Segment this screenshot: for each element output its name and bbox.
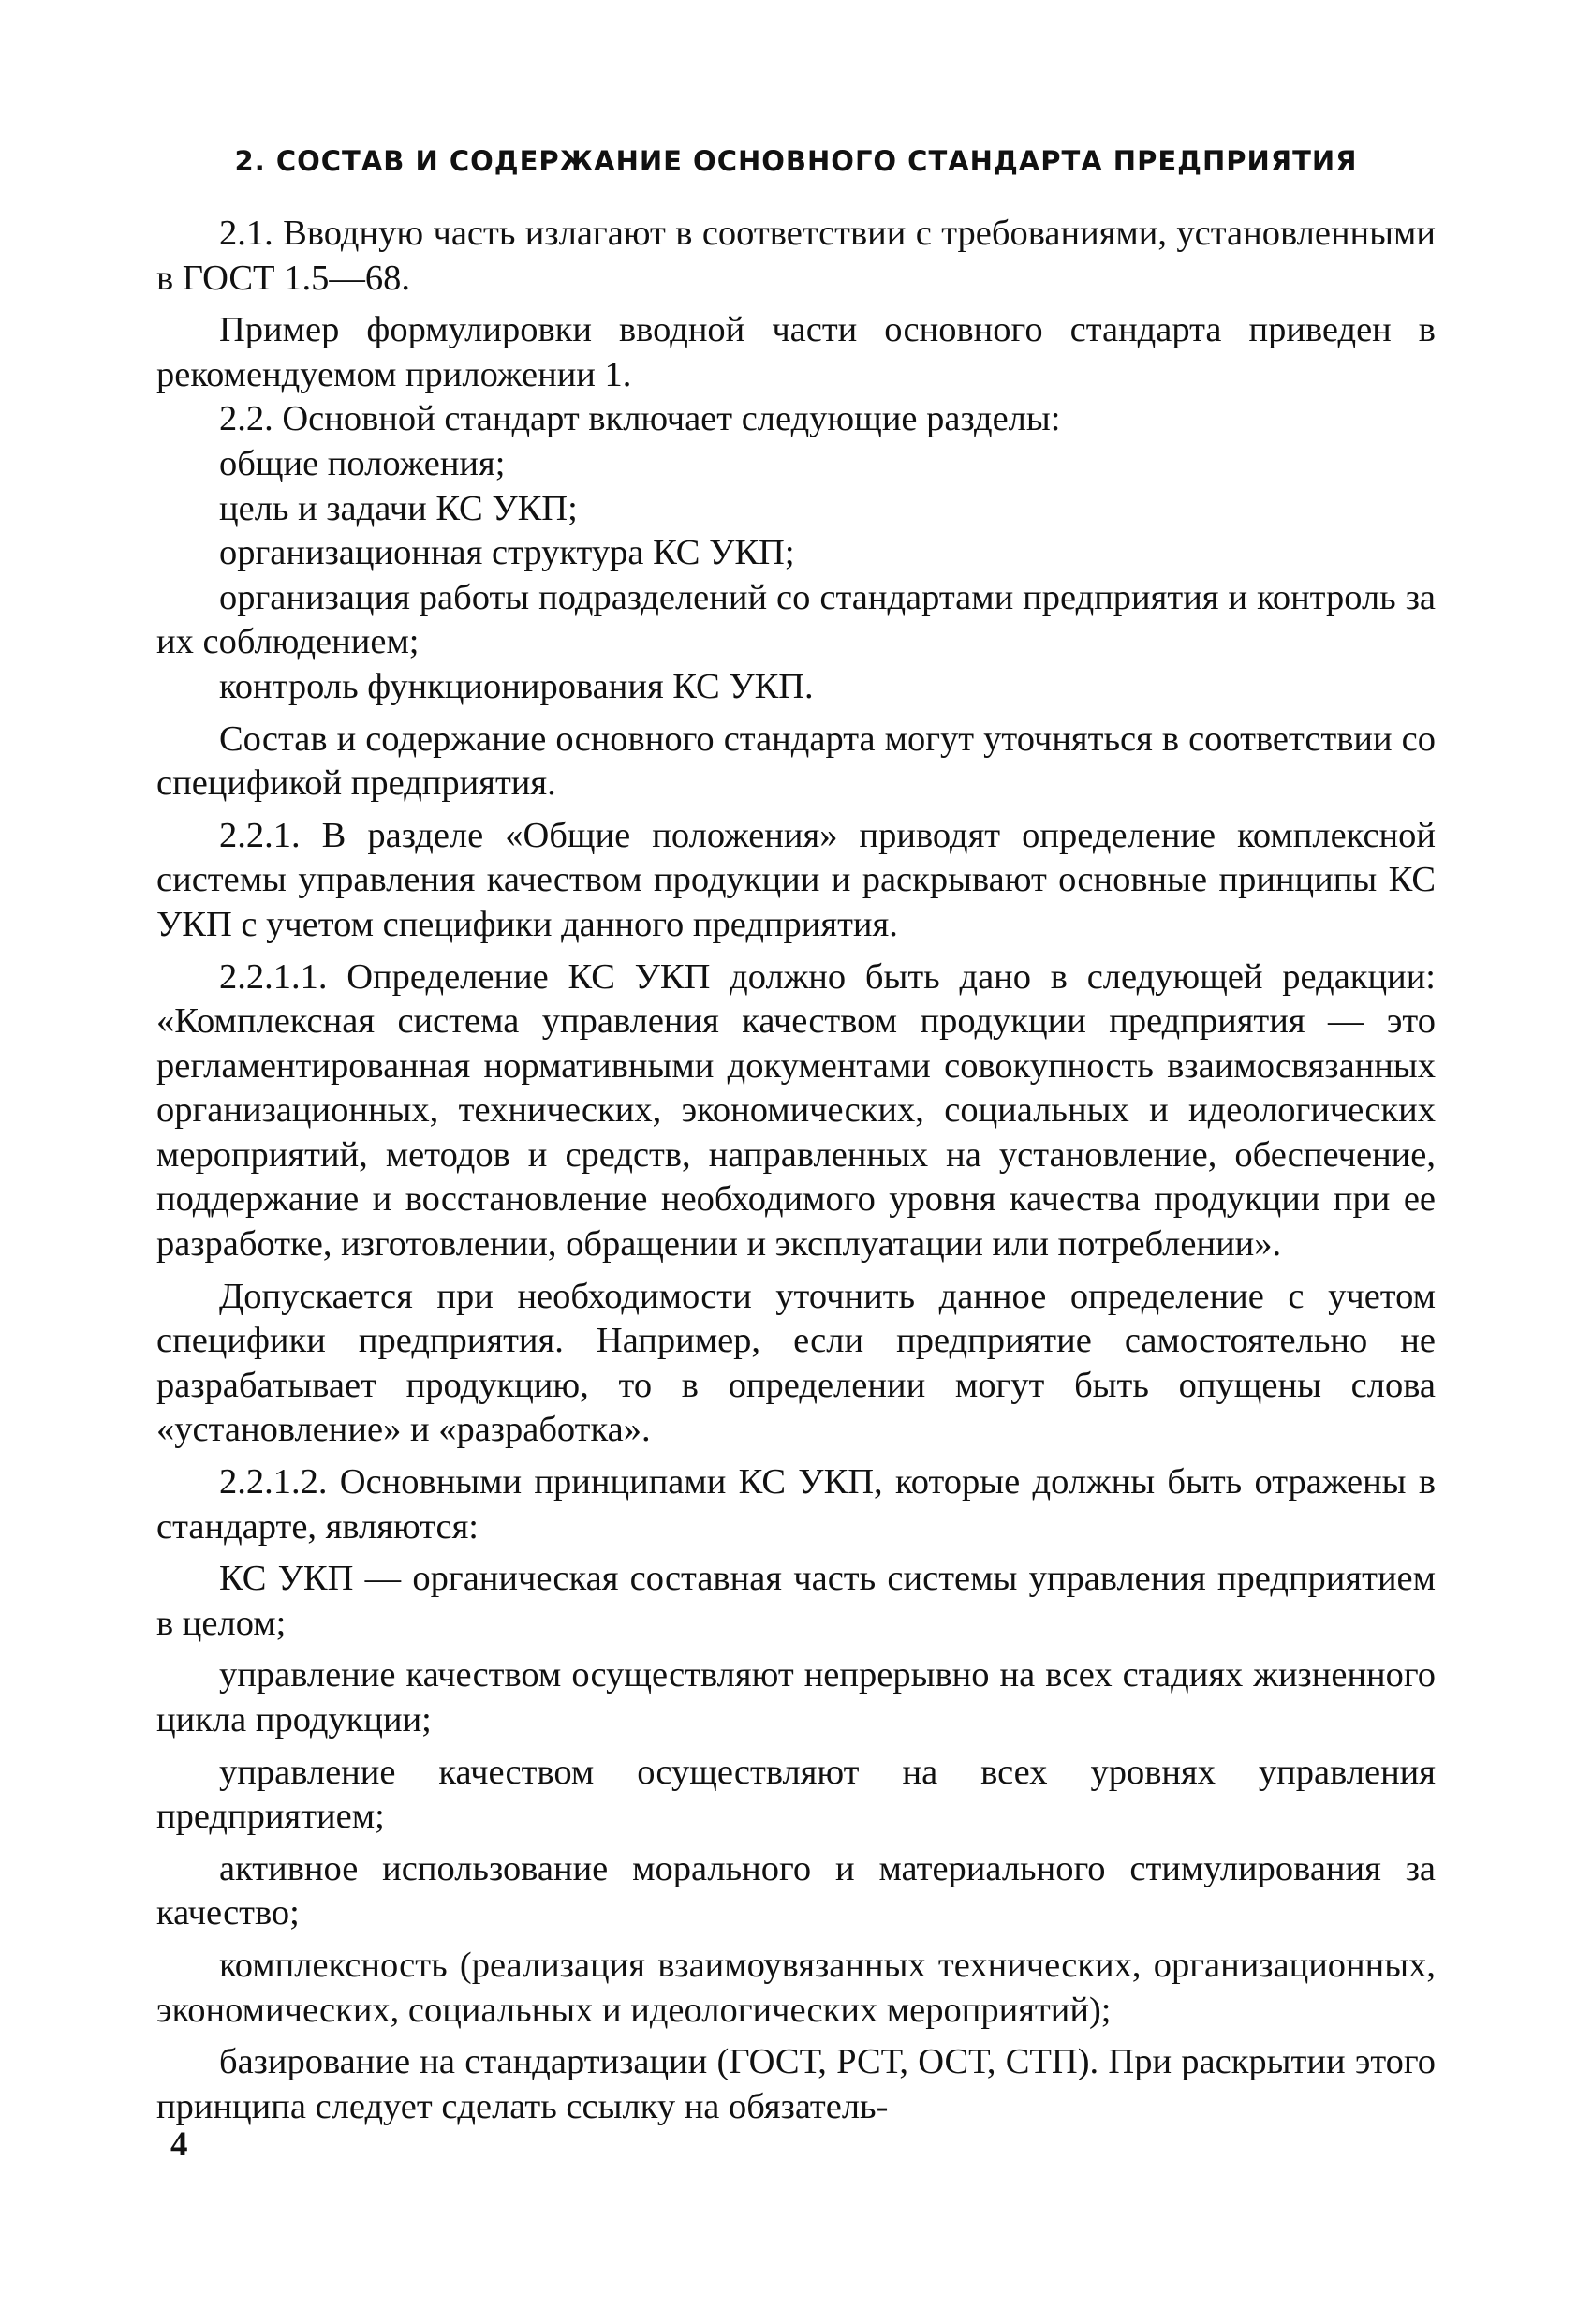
paragraph-composition-note: Состав и содержание основного стандарта могут уточняться в соответствии со спецификой предприятия. <box>156 718 1436 804</box>
principle-item: базирование на стандартизации (ГОСТ, РСТ, ОСТ, СТП). При раскрытии этого принципа следует сделать ссылку на обязатель- <box>156 2042 1436 2126</box>
paragraph-2-2-1: 2.2.1. В разделе «Общие положения» приводят определение комплексной системы управления качеством продукции и раскрывают основные принципы КС УКП с учетом специфики данного предприятия. <box>156 815 1436 944</box>
paragraph-clarification: Допускается при необходимости уточнить данное определение с учетом специфики предприятия. Например, если предприятие самостоятельно не разрабатывает продукцию, то в определении могут быть опущены слова «установление» и «разработка». <box>156 1276 1436 1450</box>
paragraph-2-2-1-1: 2.2.1.1. Определение КС УКП должно быть дано в следующей редакции: «Комплексная система управления качеством продукции предприятия — это регламентированная нормативными документами совокупность взаимосвязанных организационных, технических, экономических, социальных и идеологических мероприятий, методов и средств, направленных на установление, обеспечение, поддержание и восстановление необходимого уровня качества продукции при ее разработке, изготовлении, обращении и эксплуатации или потреблении». <box>156 956 1436 1265</box>
page-number: 4 <box>170 2125 188 2164</box>
list-item: организация работы подразделений со стандартами предприятия и контроль за их соблюдением; <box>156 577 1436 662</box>
paragraph-example-note: Пример формулировки вводной части основного стандарта приведен в рекомендуемом приложении 1. <box>156 310 1436 394</box>
principle-item: КС УКП — органическая составная часть системы управления предприятием в целом; <box>156 1559 1436 1643</box>
list-item: цель и задачи КС УКП; <box>219 488 578 528</box>
list-item: общие положения; <box>219 443 506 483</box>
section-heading: 2. СОСТАВ И СОДЕРЖАНИЕ ОСНОВНОГО СТАНДАРТА ПРЕДПРИЯТИЯ <box>234 145 1358 177</box>
principle-item: управление качеством осуществляют непрерывно на всех стадиях жизненного цикла продукции; <box>156 1655 1436 1739</box>
principle-item: комплексность (реализация взаимоувязанных технических, организационных, экономических, социальных и идеологических мероприятий); <box>156 1945 1436 2030</box>
document-body <box>156 212 1436 2129</box>
paragraph-2-2: 2.2. Основной стандарт включает следующие разделы: <box>219 399 1061 439</box>
list-item: контроль функционирования КС УКП. <box>219 666 814 706</box>
paragraph-2-2-1-2: 2.2.1.2. Основными принципами КС УКП, которые должны быть отражены в стандарте, являются: <box>156 1462 1436 1547</box>
list-item: организационная структура КС УКП; <box>219 533 795 573</box>
paragraph-2-1: 2.1. Вводную часть излагают в соответствии с требованиями, установленными в ГОСТ 1.5—68. <box>156 214 1436 298</box>
principle-item: управление качеством осуществляют на всех уровнях управления предприятием; <box>156 1752 1436 1837</box>
principle-item: активное использование морального и материального стимулирования за качество; <box>156 1848 1436 1933</box>
